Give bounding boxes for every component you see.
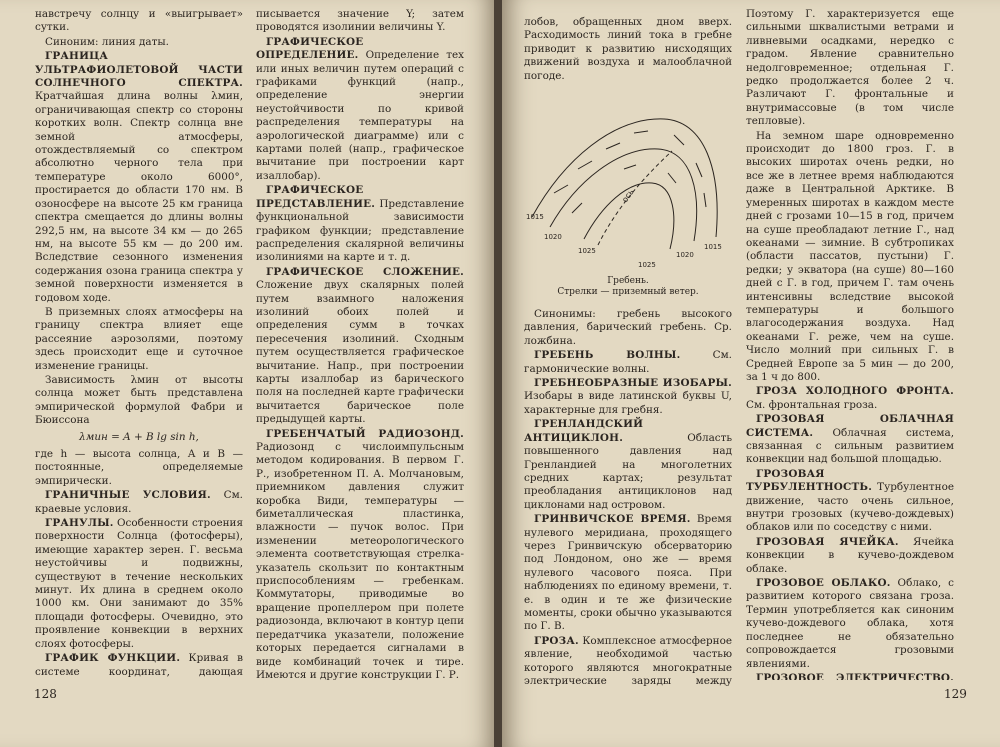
entry-headword: ГРЕБЕНЬ ВОЛНЫ. <box>534 349 681 362</box>
left-page-column-1 <box>35 8 243 680</box>
entry-text: лобов, обращенных дном вверх. Расходимость линий тока в гребне приводит к развитию нисходящих движений воздуха и малооблачной погоде. <box>524 16 732 82</box>
entry-text: где h — высота солнца, A и B — постоянные, определяемые эмпирически. <box>35 448 243 487</box>
wind-arrow <box>668 173 676 183</box>
paragraph <box>35 448 243 488</box>
column-1-bottom-text <box>524 308 732 688</box>
glossary-entry <box>35 50 243 305</box>
isobar-label: 1025 <box>638 261 656 270</box>
entry-headword: ГРЕНЛАНДСКИЙ АНТИЦИКЛОН. <box>524 418 644 444</box>
entry-headword: ГРОЗОВАЯ ТУРБУЛЕНТНОСТЬ. <box>746 467 873 494</box>
glossary-entry <box>35 489 243 516</box>
wind-arrow <box>624 165 636 169</box>
entry-text: Комплексное атмосферное явление, необходимой частью которого являются многократные электрические заряды между <box>524 634 732 687</box>
paragraph <box>35 8 243 35</box>
entry-text: Особенности строения поверхности Солнца (фотосферы), имеющие характер зерен. Г. весьма неустойчивы и подвижны, существуют в течение нескольких минут. Их длина в среднем около 1000 км. Они занимают до 35% площади фотосферы. Очевидно, это проявление конвекции в верхних слоях фотосферы. <box>35 517 243 650</box>
isobar-label: 1025 <box>578 247 596 256</box>
paragraph <box>35 374 243 428</box>
figure-caption <box>524 276 732 298</box>
glossary-entry <box>524 377 732 417</box>
entry-headword: ГРОЗА. <box>534 634 579 647</box>
entry-text: Синоним: линия даты. <box>45 35 169 48</box>
entry-headword: ГРАФИЧЕСКОЕ СЛОЖЕНИЕ. <box>266 265 464 278</box>
ridge-axis-label: ось <box>620 187 636 205</box>
entry-text: Кривая в системе координат, дающая <box>35 652 243 678</box>
glossary-entry <box>524 513 732 634</box>
entry-headword: ГРЕБЕНЧАТЫЙ РАДИОЗОНД. <box>266 427 464 440</box>
glossary-entry <box>256 184 464 264</box>
left-page-column-2 <box>256 8 464 680</box>
entry-text: Представление функциональной зависимости графиком функции; представление распределения скалярной величины изолиниями на карте и т. д. <box>256 197 464 264</box>
glossary-entry <box>746 577 954 671</box>
entry-text: Кратчайшая длина волны λмин, ограничивающая спектр со стороны коротких волн. Спектр солнца вне земной атмосферы, отождествляемый со спектром абсолютно черного тела при температуре около 6000°, простирается до области 170 нм. В озоносфере на высоте 25 км граница спектра смещается до длины волны 292,5 нм, на высоте 34 км — до 265 нм, на высоте 55 км — до 200 им. Вследствие сезонного изменения содержания озона граница спектра у земной поверхности изменяется в годовом ходе. <box>35 90 243 304</box>
entry-headword: ГРОЗОВАЯ ОБЛАЧНАЯ СИСТЕМА. <box>746 413 954 439</box>
wind-arrow <box>606 143 620 149</box>
entry-text: Поэтому Г. характеризуется еще сильными шквалистыми ветрами и ливневыми осадками, нередко с градом. Явление сравнительно недолговременное; отдельная Г. редко продолжается более 2 ч. Различают Г. фронтальные и внутримассовые (в том числе тепловые). <box>746 8 954 128</box>
glossary-entry <box>746 385 954 412</box>
glossary-entry <box>256 36 464 183</box>
entry-text: В приземных слоях атмосферы на границу спектра влияет еще рассеяние аэрозолями, поэтому здесь происходит еще и суточное изменение границы. <box>35 305 243 372</box>
entry-text: Синонимы: гребень высокого давления, барический гребень. Ср. ложбина. <box>524 308 732 347</box>
entry-text: См. гармонические волны. <box>524 349 732 375</box>
entry-headword: ГРАФИЧЕСКОЕ ПРЕДСТАВЛЕНИЕ. <box>256 184 376 210</box>
paragraph <box>524 16 732 83</box>
entry-text: Ячейка конвекции в кучево-дождевом облаке. <box>746 535 954 575</box>
isobar-label: 1020 <box>544 233 562 242</box>
right-page <box>502 0 1000 747</box>
page-number-left: 128 <box>34 687 57 701</box>
column-1-top-text <box>524 16 732 83</box>
entry-headword: ГРАНИЧНЫЕ УСЛОВИЯ. <box>45 489 211 502</box>
right-page-column-2 <box>746 8 954 680</box>
isobar-label: 1015 <box>526 213 544 222</box>
entry-text: Изобары в виде латинской буквы U, характерные для гребня. <box>524 390 732 416</box>
entry-text: Турбулентное движение, часто очень сильное, внутри грозовых (кучево-дождевых) облаков или по соседству с ними. <box>746 481 954 534</box>
glossary-entry <box>524 349 732 376</box>
glossary-entry <box>746 672 954 680</box>
glossary-entry <box>256 266 464 427</box>
wind-arrow <box>634 131 648 133</box>
paragraph <box>35 36 243 49</box>
ridge-figure <box>524 89 732 274</box>
isobar-label: 1015 <box>704 243 722 252</box>
entry-headword: ГРИНВИЧСКОЕ ВРЕМЯ. <box>534 513 691 526</box>
entry-headword: ГРАФИЧЕСКОЕ ОПРЕДЕЛЕНИЕ. <box>256 35 364 62</box>
entry-text: навстречу солнцу и «выигрывает» сутки. <box>35 8 243 34</box>
paragraph <box>524 308 732 348</box>
entry-headword: ГРОЗОВОЕ ЭЛЕКТРИЧЕСТВО. <box>756 671 954 680</box>
wind-arrow <box>554 185 568 193</box>
wind-arrow <box>572 203 582 213</box>
entry-text: См. фронтальная гроза. <box>746 398 878 411</box>
figure-caption-text: Стрелки — приземный ветер. <box>557 287 699 298</box>
entry-text: Зависимость λмин от высоты солнца может быть представлена эмпирической формулой Фабри и Бюиссона <box>35 373 243 427</box>
glossary-entry <box>524 418 732 512</box>
wind-arrow <box>674 135 684 145</box>
right-page-column-1 <box>524 16 732 688</box>
entry-text: Область повышенного давления над Гренландией на многолетних средних картах; результат преобладания антициклонов над циклонами над островом. <box>524 431 732 511</box>
glossary-entry <box>524 635 732 688</box>
wind-arrow <box>696 163 702 177</box>
paragraph <box>35 306 243 373</box>
paragraph <box>256 8 464 35</box>
page-number-right: 129 <box>944 687 967 701</box>
entry-text: Радиозонд с числоимпульсным методом кодирования. В первом Г. Р., изобретенном П. А. Молчановым, приемником давления служит коробка Види, температуры — биметаллическая пластинка, влажности — пучок волос. При изменении метеорологического элемента соответствующая стрелка-указатель скользит по контактным приспособлениям — гребенкам. Коммутаторы, приводимые во вращение пропеллером при полете радиозонда, включают в контур цепи передатчика указатели, положение которых передается сигналами в виде комбинаций точек и тире. Имеются и другие конструкции Г. Р. <box>256 441 464 680</box>
entry-headword: ГРАНУЛЫ. <box>45 517 114 530</box>
ridge-isobar-diagram <box>524 89 732 274</box>
glossary-entry <box>35 517 243 651</box>
entry-text: На земном шаре одновременно происходит до 1800 гроз. Г. в высоких широтах очень редки, но все же в летнее время наблюдаются даже в Центральной Арктике. В умеренных широтах в каждом месте дней с грозами 10—15 в год, причем на суше преобладают летние Г., над океанами — зимние. В субтропиках (области пассатов, пустыни) Г. редки; у экватора (на суше) 80—160 дней с Г. в год, причем Г. там очень интенсивны вследствие высокой температуры и большого влагосодержания воздуха. Над океанами Г. реже, чем на суше. Число молний при сильных Г. в Средней Европе за 5 мин — до 200, за 1 ч до 800. <box>746 129 954 383</box>
left-page <box>0 0 496 747</box>
glossary-entry <box>746 536 954 576</box>
entry-headword: ГРАФИК ФУНКЦИИ. <box>45 652 181 665</box>
entry-text: Облачная система, связанная с сильным развитием конвекции над большой площадью. <box>746 426 954 466</box>
glossary-entry <box>35 652 243 680</box>
paragraph <box>746 130 954 385</box>
wind-arrow <box>578 161 592 169</box>
entry-headword: ГРЕБНЕОБРАЗНЫЕ ИЗОБАРЫ. <box>534 377 732 390</box>
glossary-entry <box>256 428 464 680</box>
paragraph <box>746 8 954 129</box>
glossary-entry <box>746 413 954 467</box>
figure-caption-title: Гребень. <box>607 276 649 287</box>
entry-text: Облако, с развитием которого связана гроза. Термин употребляется как синоним кучево-дождевого облака, хотя последнее не обязательно сопровождается грозовыми явлениями. <box>746 577 954 670</box>
isobar-1015-outer <box>532 119 717 237</box>
isobar-label: 1020 <box>676 251 694 260</box>
entry-text: Сложение двух скалярных полей путем взаимного наложения изолиний обоих полей и определения сумм в точках пересечения изолиний. Сходным путем осуществляется графическое вычитание. Напр., при построении карты изаллобар из барического поля на последней карте графически вычитается барическое поле предыдущей карты. <box>256 279 464 426</box>
glossary-entry <box>746 468 954 535</box>
entry-text: Время нулевого меридиана, проходящего через Гринвичскую обсерваторию под Лондоном, оно же — время нулевого часового пояса. При наблюдениях по единому времени, т. е. в один и те же физические моменты, сроки обычно указываются по Г. В. <box>524 513 732 633</box>
entry-headword: ГРОЗОВАЯ ЯЧЕЙКА. <box>756 535 899 548</box>
entry-headword: ГРОЗОВОЕ ОБЛАКО. <box>756 577 891 590</box>
entry-text: Определение тех или иных величин путем операций с графиками функций (напр., определение энергии неустойчивости по кривой распределения температуры на аэрологической диаграмме) или с картами полей (напр., графическое вычитание при построении карт изаллобар). <box>256 49 464 182</box>
entry-headword: ГРАНИЦА УЛЬТРАФИОЛЕТОВОЙ ЧАСТИ СОЛНЕЧНОГО СПЕКТРА. <box>35 50 243 90</box>
wind-arrow <box>704 193 706 207</box>
entry-text: См. краевые условия. <box>35 489 243 515</box>
entry-headword: ГРОЗА ХОЛОДНОГО ФРОНТА. <box>756 385 954 398</box>
entry-text: писывается значение Y; затем проводятся изолинии величины Y. <box>256 8 464 34</box>
formula: λмин = A + B lg sin h, <box>79 430 199 443</box>
